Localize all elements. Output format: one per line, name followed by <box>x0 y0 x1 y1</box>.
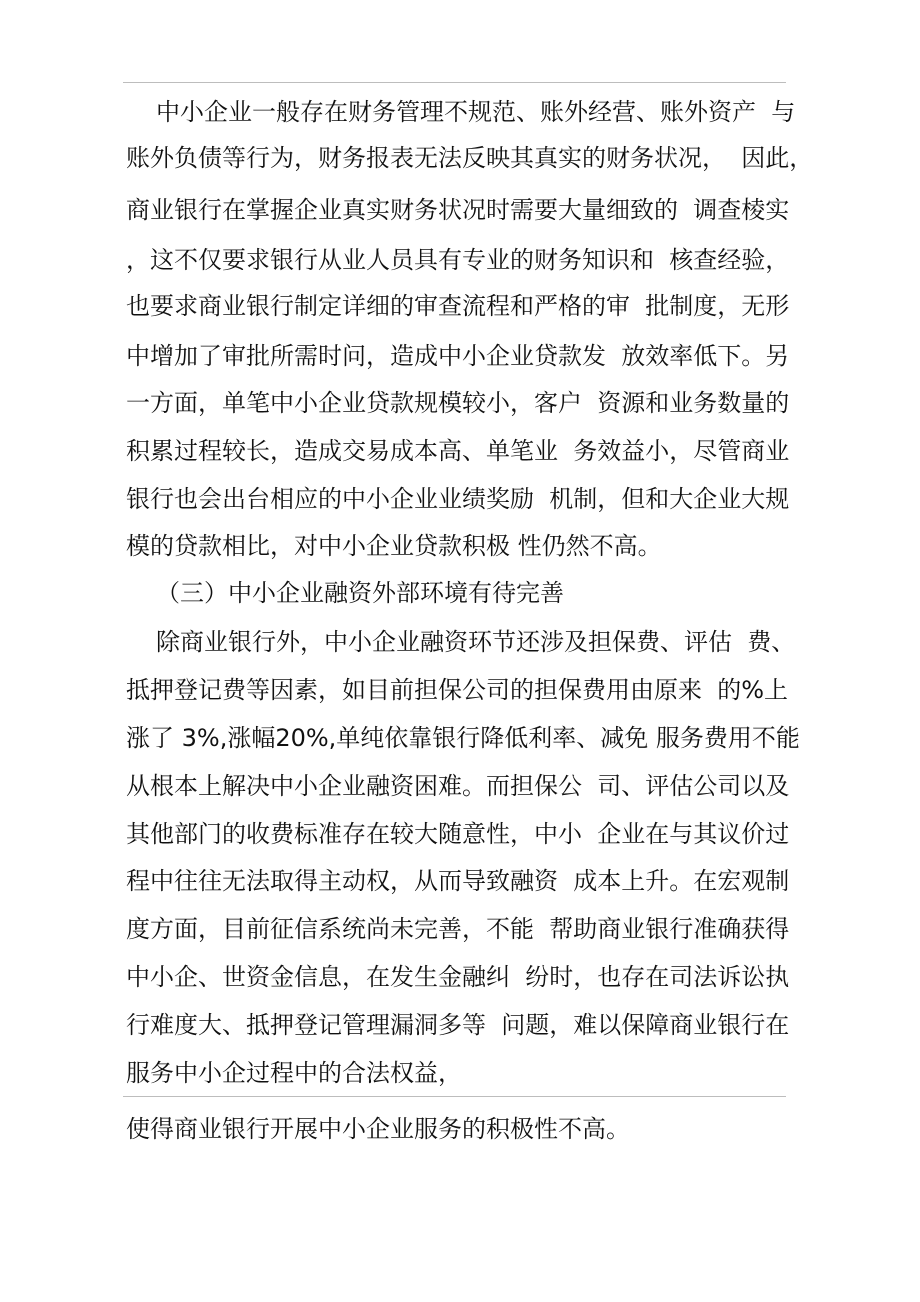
section-heading: （三）中小企业融资外部环境有待完善 <box>156 579 564 607</box>
text-line: 服务中小企过程中的合法权益， <box>126 1059 462 1087</box>
text-line: 银行也会出台相应的中小企业业绩奖励 机制，但和大企业大规 <box>126 485 790 513</box>
text-line: ，这不仅要求银行从业人员具有专业的财务知识和 核查经验， <box>126 246 790 274</box>
divider-rule <box>123 1096 786 1097</box>
text-line: 一方面，单笔中小企业贷款规模较小，客户 资源和业务数量的 <box>126 389 790 417</box>
text-line: 中小企业一般存在财务管理不规范、账外经营、账外资产 与 <box>156 98 796 126</box>
text-line: 账外负债等行为，财务报表无法反映其真实的财务状况， 因此， <box>126 144 814 172</box>
text-line: 积累过程较长，造成交易成本高、单笔业 务效益小，尽管商业 <box>126 437 790 465</box>
text-line: 程中往往无法取得主动权，从而导致融资 成本上升。在宏观制 <box>126 867 790 895</box>
text-line: 也要求商业银行制定详细的审查流程和严格的审 批制度，无形 <box>126 292 790 320</box>
top-rule <box>123 82 786 83</box>
text-line: 其他部门的收费标准存在较大随意性，中小 企业在与其议价过 <box>126 820 790 848</box>
text-line: 中小企、世资金信息，在发生金融纠 纷时，也存在司法诉讼执 <box>126 963 790 991</box>
text-line: 除商业银行外，中小企业融资环节还涉及担保费、评估 费、 <box>156 628 796 656</box>
text-line: 从根本上解决中小企业融资困难。而担保公 司、评估公司以及 <box>126 772 790 800</box>
trailing-text-line: 使得商业银行开展中小企业服务的积极性不高。 <box>126 1115 630 1143</box>
text-line: 中增加了审批所需时问，造成中小企业贷款发 放效率低下。另 <box>126 342 790 370</box>
text-line: 涨了 3%,涨幅20%,单纯依靠银行降低利率、减免 服务费用不能 <box>126 724 800 752</box>
text-line: 模的贷款相比，对中小企业贷款积极 性仍然不高。 <box>126 532 662 560</box>
text-line: 商业银行在掌握企业真实财务状况时需要大量细致的 调查棱实 <box>126 196 790 224</box>
text-line: 抵押登记费等因素，如目前担保公司的担保费用由原来 的%上 <box>126 676 789 704</box>
text-line: 行难度大、抵押登记管理漏洞多等 问题，难以保障商业银行在 <box>126 1011 790 1039</box>
text-line: 度方面，目前征信系统尚未完善，不能 帮助商业银行准确获得 <box>126 915 790 943</box>
